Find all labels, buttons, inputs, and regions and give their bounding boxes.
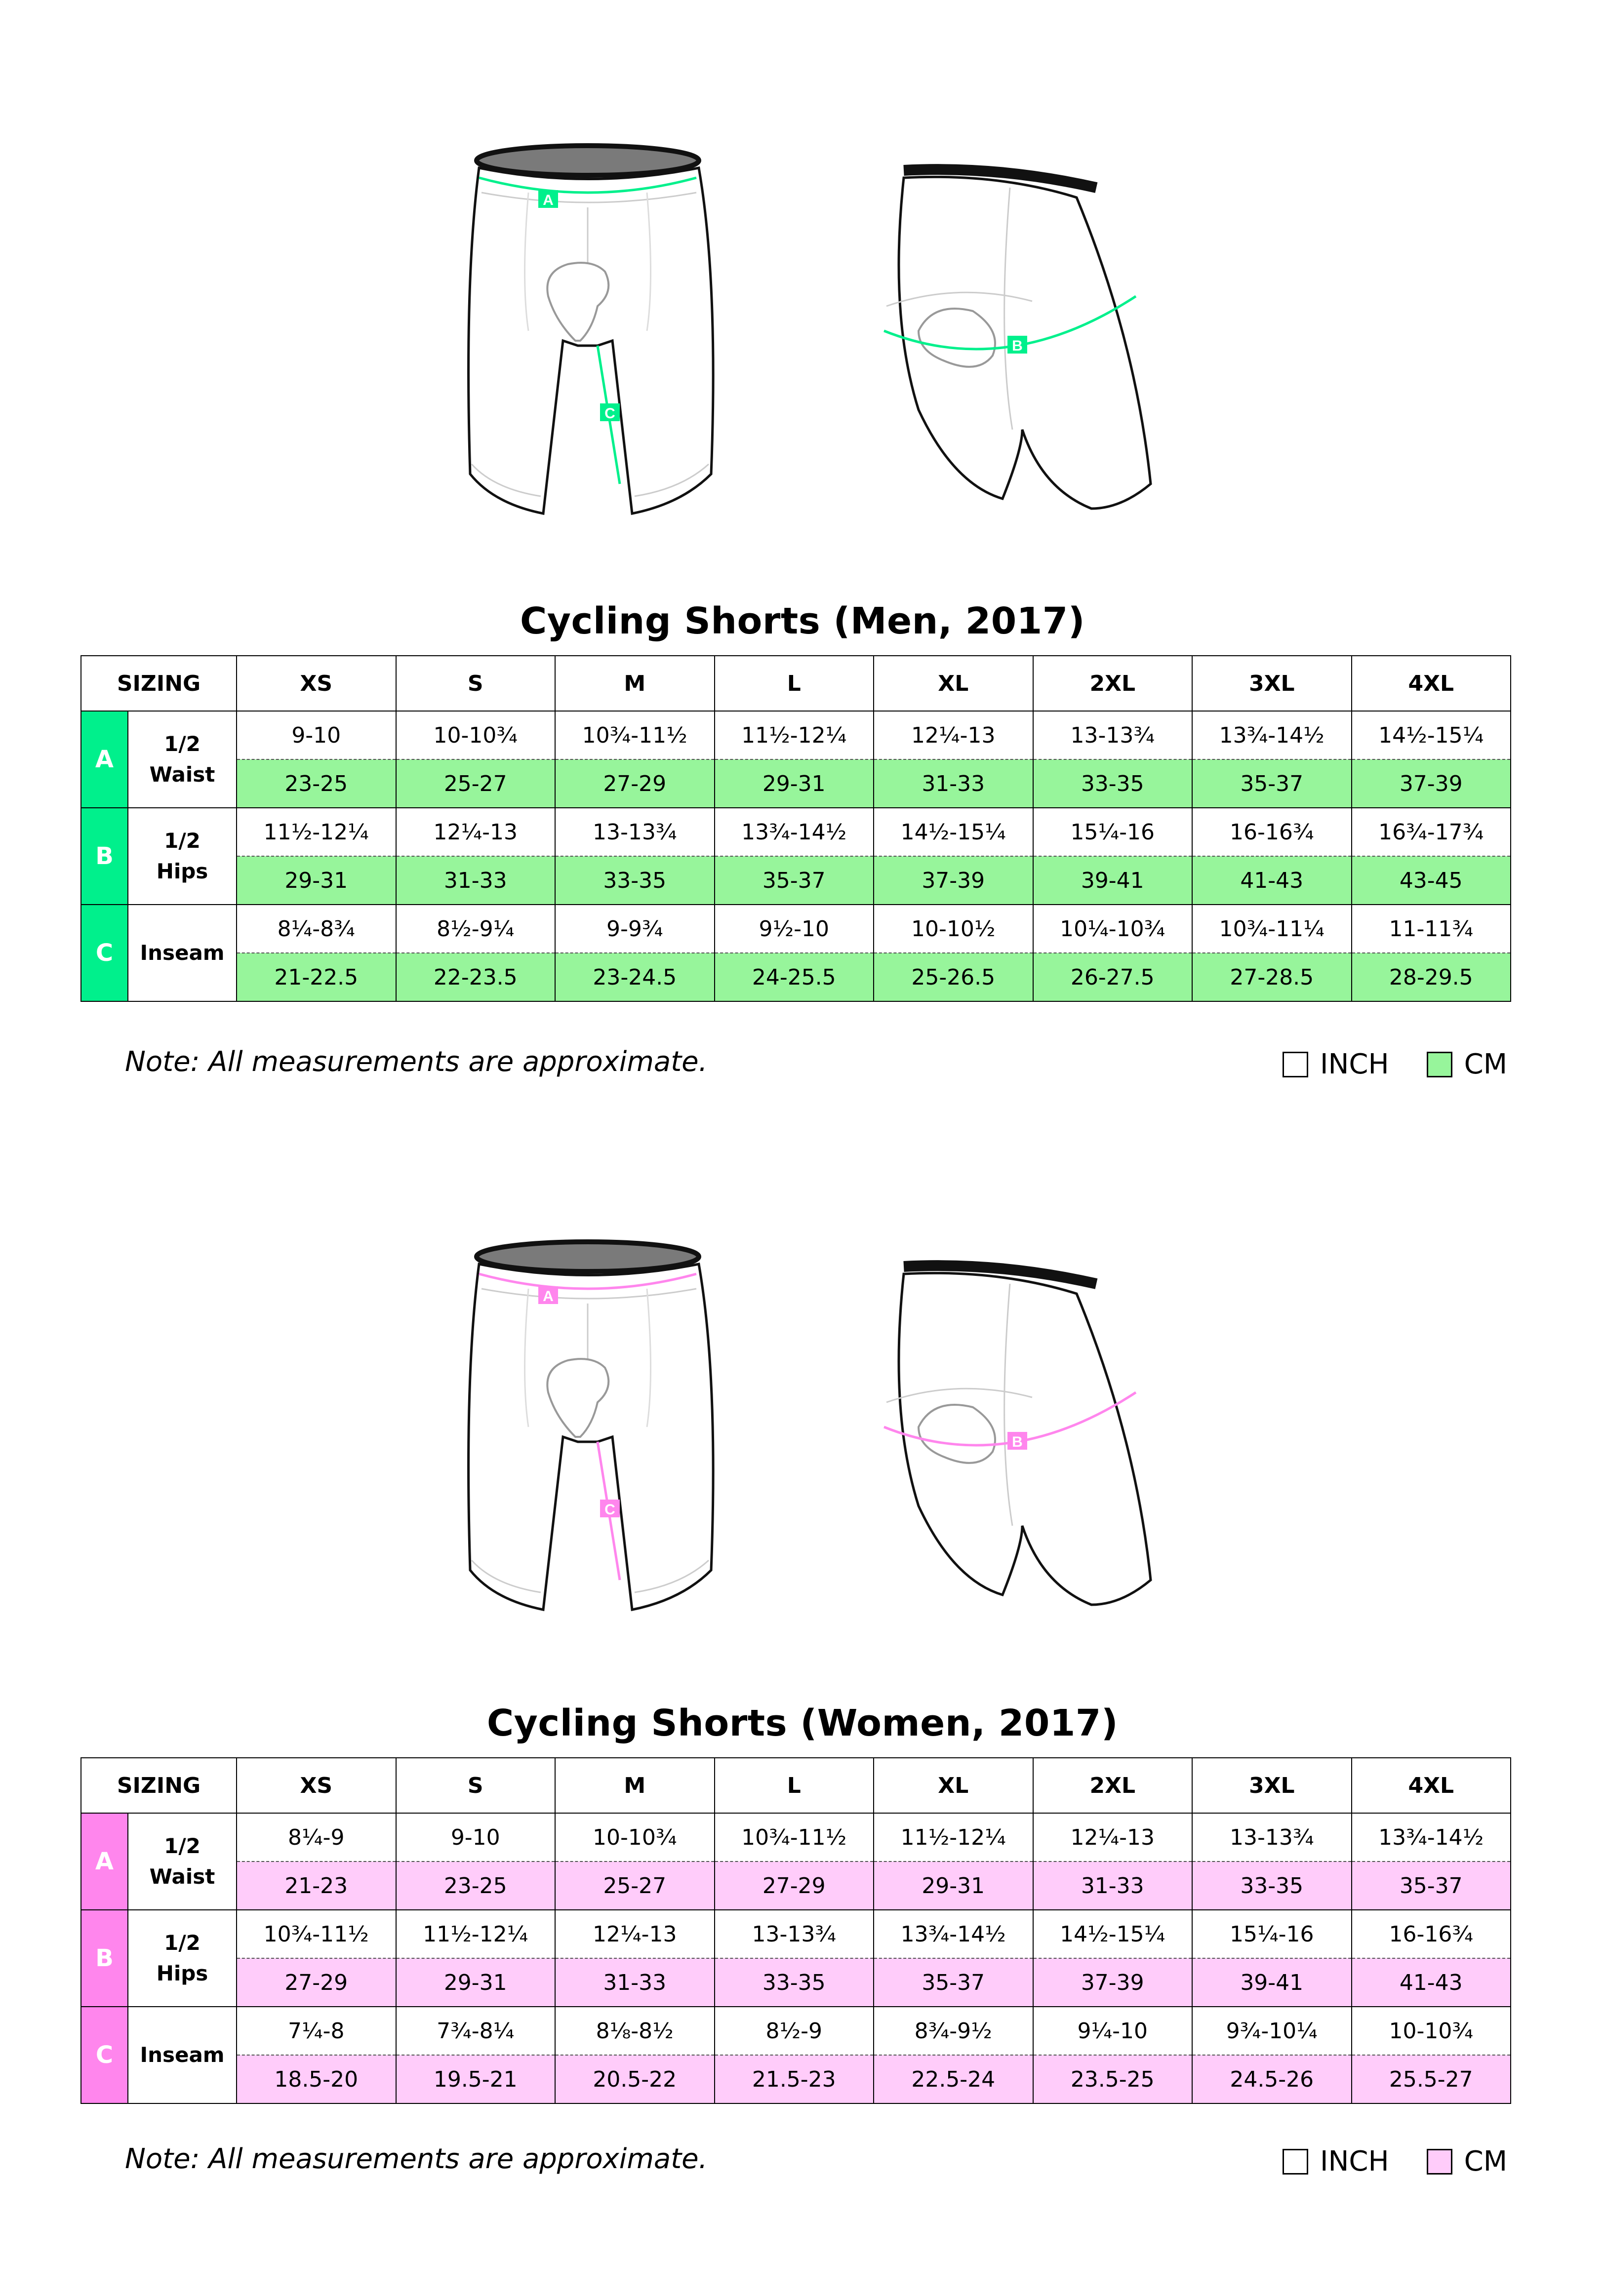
inch-cell: 10-10¾ (555, 1813, 715, 1861)
cm-cell: 39-41 (1192, 1958, 1352, 2007)
measure-letter-c: C (81, 2007, 128, 2103)
sizing-header: SIZING (81, 656, 237, 711)
inch-cell: 10¼-10¾ (1033, 905, 1193, 953)
cm-cell: 23.5-25 (1033, 2055, 1193, 2103)
men-size-table (80, 655, 1511, 1002)
cm-cell: 27-28.5 (1192, 953, 1352, 1001)
women-legend (1283, 2145, 1507, 2177)
cm-cell: 27-29 (715, 1861, 874, 1910)
men-shorts-side-illustration (859, 143, 1175, 528)
size-header: XL (874, 1758, 1033, 1813)
measure-label-inseam: Inseam (128, 2007, 237, 2103)
women-hips-cm-row (81, 1958, 1511, 2007)
inch-cell: 10-10¾ (396, 711, 556, 759)
size-header: 4XL (1352, 1758, 1511, 1813)
inch-cell: 14½-15¼ (874, 808, 1033, 856)
svg-text:B: B (1012, 1434, 1023, 1450)
cm-cell: 23-25 (396, 1861, 556, 1910)
men-shorts-front-illustration (435, 133, 741, 528)
inch-cell: 8½-9¼ (396, 905, 556, 953)
inch-cell: 16-16¾ (1192, 808, 1352, 856)
cm-cell: 21-22.5 (237, 953, 396, 1001)
size-header: XL (874, 656, 1033, 711)
inch-legend-swatch (1283, 1052, 1308, 1077)
cm-cell: 35-37 (715, 856, 874, 905)
svg-text:C: C (604, 405, 615, 422)
cm-cell: 22.5-24 (874, 2055, 1033, 2103)
svg-text:A: A (543, 1288, 554, 1305)
cm-cell: 19.5-21 (396, 2055, 556, 2103)
cm-cell: 33-35 (715, 1958, 874, 2007)
cm-cell: 41-43 (1352, 1958, 1511, 2007)
women-chart-title: Cycling Shorts (Women, 2017) (486, 1702, 1119, 1744)
women-hips-inch-row (81, 1910, 1511, 1958)
cm-cell: 23-25 (237, 759, 396, 808)
inch-cell: 9¼-10 (1033, 2007, 1193, 2055)
cm-cell: 31-33 (396, 856, 556, 905)
measure-label-inseam: Inseam (128, 905, 237, 1001)
inch-cell: 10-10¾ (1352, 2007, 1511, 2055)
cm-cell: 33-35 (1033, 759, 1193, 808)
men-chart-title: Cycling Shorts (Men, 2017) (520, 600, 1085, 642)
cm-legend-label: CM (1464, 1048, 1508, 1080)
inch-legend-label: INCH (1320, 1048, 1389, 1080)
svg-text:B: B (1012, 338, 1023, 354)
cm-cell: 31-33 (1033, 1861, 1193, 1910)
inch-cell: 10¾-11½ (237, 1910, 396, 1958)
measure-letter-b: B (81, 808, 128, 905)
inch-cell: 13¾-14½ (715, 808, 874, 856)
inch-legend-label: INCH (1320, 2145, 1389, 2177)
size-header: L (715, 656, 874, 711)
inch-cell: 10¾-11½ (715, 1813, 874, 1861)
measure-letter-a: A (81, 1813, 128, 1910)
cm-cell: 24.5-26 (1192, 2055, 1352, 2103)
cm-cell: 25.5-27 (1352, 2055, 1511, 2103)
svg-text:C: C (604, 1502, 615, 1518)
measure-label-waist: 1/2 Waist (128, 1813, 237, 1910)
cm-cell: 26-27.5 (1033, 953, 1193, 1001)
inch-cell: 12¼-13 (1033, 1813, 1193, 1861)
cm-cell: 27-29 (237, 1958, 396, 2007)
size-header: 4XL (1352, 656, 1511, 711)
inch-cell: 13¾-14½ (1352, 1813, 1511, 1861)
inch-legend-swatch (1283, 2149, 1308, 2175)
cm-cell: 22-23.5 (396, 953, 556, 1001)
inch-cell: 12¼-13 (874, 711, 1033, 759)
men-hips-inch-row (81, 808, 1511, 856)
inch-cell: 11½-12¼ (874, 1813, 1033, 1861)
size-header: M (555, 656, 715, 711)
inch-cell: 11½-12¼ (396, 1910, 556, 1958)
cm-cell: 39-41 (1033, 856, 1193, 905)
women-waist-inch-row (81, 1813, 1511, 1861)
women-shorts-side-illustration (859, 1239, 1175, 1624)
men-waist-inch-row (81, 711, 1511, 759)
inch-cell: 7¼-8 (237, 2007, 396, 2055)
cm-cell: 21.5-23 (715, 2055, 874, 2103)
inch-cell: 16-16¾ (1352, 1910, 1511, 1958)
cm-legend-label: CM (1464, 2145, 1508, 2177)
men-legend (1283, 1048, 1507, 1080)
size-header: 3XL (1192, 656, 1352, 711)
men-inseam-inch-row (81, 905, 1511, 953)
inch-cell: 11½-12¼ (715, 711, 874, 759)
cm-cell: 35-37 (1192, 759, 1352, 808)
cm-cell: 23-24.5 (555, 953, 715, 1001)
cm-cell: 20.5-22 (555, 2055, 715, 2103)
women-shorts-front-illustration (435, 1229, 741, 1624)
inch-cell: 14½-15¼ (1352, 711, 1511, 759)
size-header: S (396, 656, 556, 711)
cm-cell: 35-37 (874, 1958, 1033, 2007)
cm-cell: 28-29.5 (1352, 953, 1511, 1001)
inch-cell: 9-9¾ (555, 905, 715, 953)
inch-cell: 11-11¾ (1352, 905, 1511, 953)
svg-text:A: A (543, 192, 554, 208)
women-size-header-row (81, 1758, 1511, 1813)
men-size-header-row (81, 656, 1511, 711)
size-header: 2XL (1033, 1758, 1193, 1813)
women-inseam-cm-row (81, 2055, 1511, 2103)
cm-legend-swatch (1427, 2149, 1452, 2175)
inch-cell: 13-13¾ (555, 808, 715, 856)
cm-cell: 37-39 (1033, 1958, 1193, 2007)
cm-cell: 21-23 (237, 1861, 396, 1910)
inch-cell: 15¼-16 (1192, 1910, 1352, 1958)
inch-cell: 13¾-14½ (874, 1910, 1033, 1958)
size-header: XS (237, 1758, 396, 1813)
inch-cell: 8½-9 (715, 2007, 874, 2055)
inch-cell: 7¾-8¼ (396, 2007, 556, 2055)
cm-cell: 24-25.5 (715, 953, 874, 1001)
inch-cell: 12¼-13 (555, 1910, 715, 1958)
cm-cell: 29-31 (396, 1958, 556, 2007)
measure-label-waist: 1/2 Waist (128, 711, 237, 808)
inch-cell: 10-10½ (874, 905, 1033, 953)
inch-cell: 12¼-13 (396, 808, 556, 856)
cm-cell: 35-37 (1352, 1861, 1511, 1910)
inch-cell: 13-13¾ (1033, 711, 1193, 759)
women-waist-cm-row (81, 1861, 1511, 1910)
inch-cell: 8¼-8¾ (237, 905, 396, 953)
cm-cell: 37-39 (874, 856, 1033, 905)
inch-cell: 9-10 (396, 1813, 556, 1861)
size-header: L (715, 1758, 874, 1813)
women-inseam-inch-row (81, 2007, 1511, 2055)
men-note: Note: All measurements are approximate. (125, 1046, 708, 1078)
inch-cell: 8¾-9½ (874, 2007, 1033, 2055)
size-header: 2XL (1033, 656, 1193, 711)
cm-cell: 25-27 (396, 759, 556, 808)
women-size-table (80, 1757, 1511, 2104)
inch-cell: 8¼-9 (237, 1813, 396, 1861)
measure-letter-c: C (81, 905, 128, 1001)
cm-cell: 33-35 (555, 856, 715, 905)
measure-letter-b: B (81, 1910, 128, 2007)
inch-cell: 9½-10 (715, 905, 874, 953)
cm-cell: 25-27 (555, 1861, 715, 1910)
inch-cell: 15¼-16 (1033, 808, 1193, 856)
cm-cell: 29-31 (715, 759, 874, 808)
measure-label-hips: 1/2 Hips (128, 808, 237, 905)
inch-cell: 8⅛-8½ (555, 2007, 715, 2055)
inch-cell: 13¾-14½ (1192, 711, 1352, 759)
measure-letter-a: A (81, 711, 128, 808)
cm-cell: 29-31 (874, 1861, 1033, 1910)
sizing-header: SIZING (81, 1758, 237, 1813)
women-note: Note: All measurements are approximate. (125, 2143, 708, 2175)
inch-cell: 14½-15¼ (1033, 1910, 1193, 1958)
cm-cell: 37-39 (1352, 759, 1511, 808)
size-header: M (555, 1758, 715, 1813)
inch-cell: 13-13¾ (1192, 1813, 1352, 1861)
men-waist-cm-row (81, 759, 1511, 808)
cm-cell: 31-33 (555, 1958, 715, 2007)
inch-cell: 9-10 (237, 711, 396, 759)
cm-cell: 25-26.5 (874, 953, 1033, 1001)
inch-cell: 11½-12¼ (237, 808, 396, 856)
cm-cell: 41-43 (1192, 856, 1352, 905)
cm-cell: 33-35 (1192, 1861, 1352, 1910)
inch-cell: 13-13¾ (715, 1910, 874, 1958)
cm-legend-swatch (1427, 1052, 1452, 1077)
inch-cell: 10¾-11½ (555, 711, 715, 759)
cm-cell: 29-31 (237, 856, 396, 905)
cm-cell: 31-33 (874, 759, 1033, 808)
cm-cell: 43-45 (1352, 856, 1511, 905)
size-header: XS (237, 656, 396, 711)
men-hips-cm-row (81, 856, 1511, 905)
size-header: S (396, 1758, 556, 1813)
cm-cell: 18.5-20 (237, 2055, 396, 2103)
inch-cell: 9¾-10¼ (1192, 2007, 1352, 2055)
inch-cell: 16¾-17¾ (1352, 808, 1511, 856)
inch-cell: 10¾-11¼ (1192, 905, 1352, 953)
cm-cell: 27-29 (555, 759, 715, 808)
size-header: 3XL (1192, 1758, 1352, 1813)
measure-label-hips: 1/2 Hips (128, 1910, 237, 2007)
men-inseam-cm-row (81, 953, 1511, 1001)
